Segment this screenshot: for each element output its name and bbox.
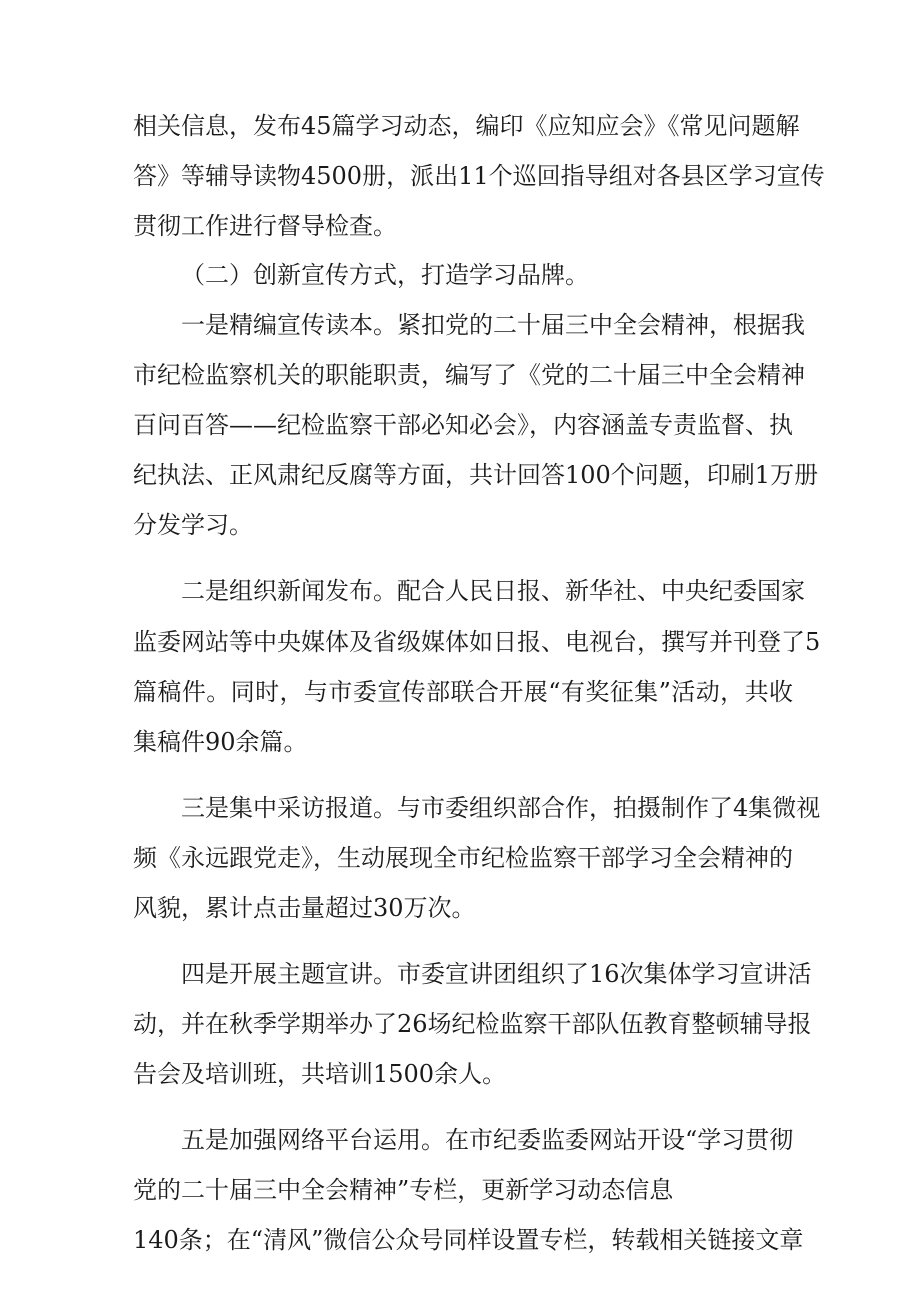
- paragraph-line: 党的二十届三中全会精神”专栏，更新学习动态信息: [133, 1176, 674, 1204]
- paragraph-line: 140条；在“清风”微信公众号同样设置专栏，转载相关链接文章: [133, 1226, 804, 1254]
- paragraph-line: 纪执法、正风肃纪反腐等方面，共计回答100个问题，印刷1万册: [133, 461, 819, 489]
- paragraph-line: 相关信息，发布45篇学习动态，编印《应知应会》《常见问题解: [133, 112, 800, 140]
- paragraph-line: 五是加强网络平台运用。在市纪委监委网站开设“学习贯彻: [181, 1126, 794, 1154]
- paragraph-line: 百问百答——纪检监察干部必知必会》，内容涵盖专责监督、执: [133, 411, 793, 439]
- paragraph-line: 三是集中采访报道。与市委组织部合作，拍摄制作了4集微视: [181, 794, 821, 822]
- paragraph-line: 频《永远跟党走》，生动展现全市纪检监察干部学习全会精神的: [133, 844, 793, 872]
- paragraph-line: 监委网站等中央媒体及省级媒体如日报、电视台，撰写并刊登了5: [133, 628, 821, 656]
- paragraph-line: 二是组织新闻发布。配合人民日报、新华社、中央纪委国家: [181, 577, 805, 605]
- paragraph-line: 篇稿件。同时，与市委宣传部联合开展“有奖征集”活动，共收: [133, 678, 793, 706]
- paragraph-line: 答》等辅导读物4500册，派出11个巡回指导组对各县区学习宣传: [133, 162, 825, 190]
- paragraph-line: 一是精编宣传读本。紧扣党的二十届三中全会精神，根据我: [181, 311, 805, 339]
- section-heading: （二）创新宣传方式，打造学习品牌。: [181, 261, 589, 289]
- paragraph-line: 四是开展主题宣讲。市委宣讲团组织了16次集体学习宣讲活: [181, 960, 812, 988]
- paragraph-line: 集稿件90余篇。: [133, 728, 308, 756]
- paragraph-line: 动，并在秋季学期举办了26场纪检监察干部队伍教育整顿辅导报: [133, 1010, 812, 1038]
- paragraph-line: 告会及培训班，共培训1500余人。: [133, 1060, 507, 1088]
- paragraph-line: 分发学习。: [133, 511, 253, 539]
- paragraph-line: 市纪检监察机关的职能职责，编写了《党的二十届三中全会精神: [133, 361, 805, 389]
- paragraph-line: 贯彻工作进行督导检查。: [133, 212, 397, 240]
- paragraph-line: 风貌，累计点击量超过30万次。: [133, 894, 476, 922]
